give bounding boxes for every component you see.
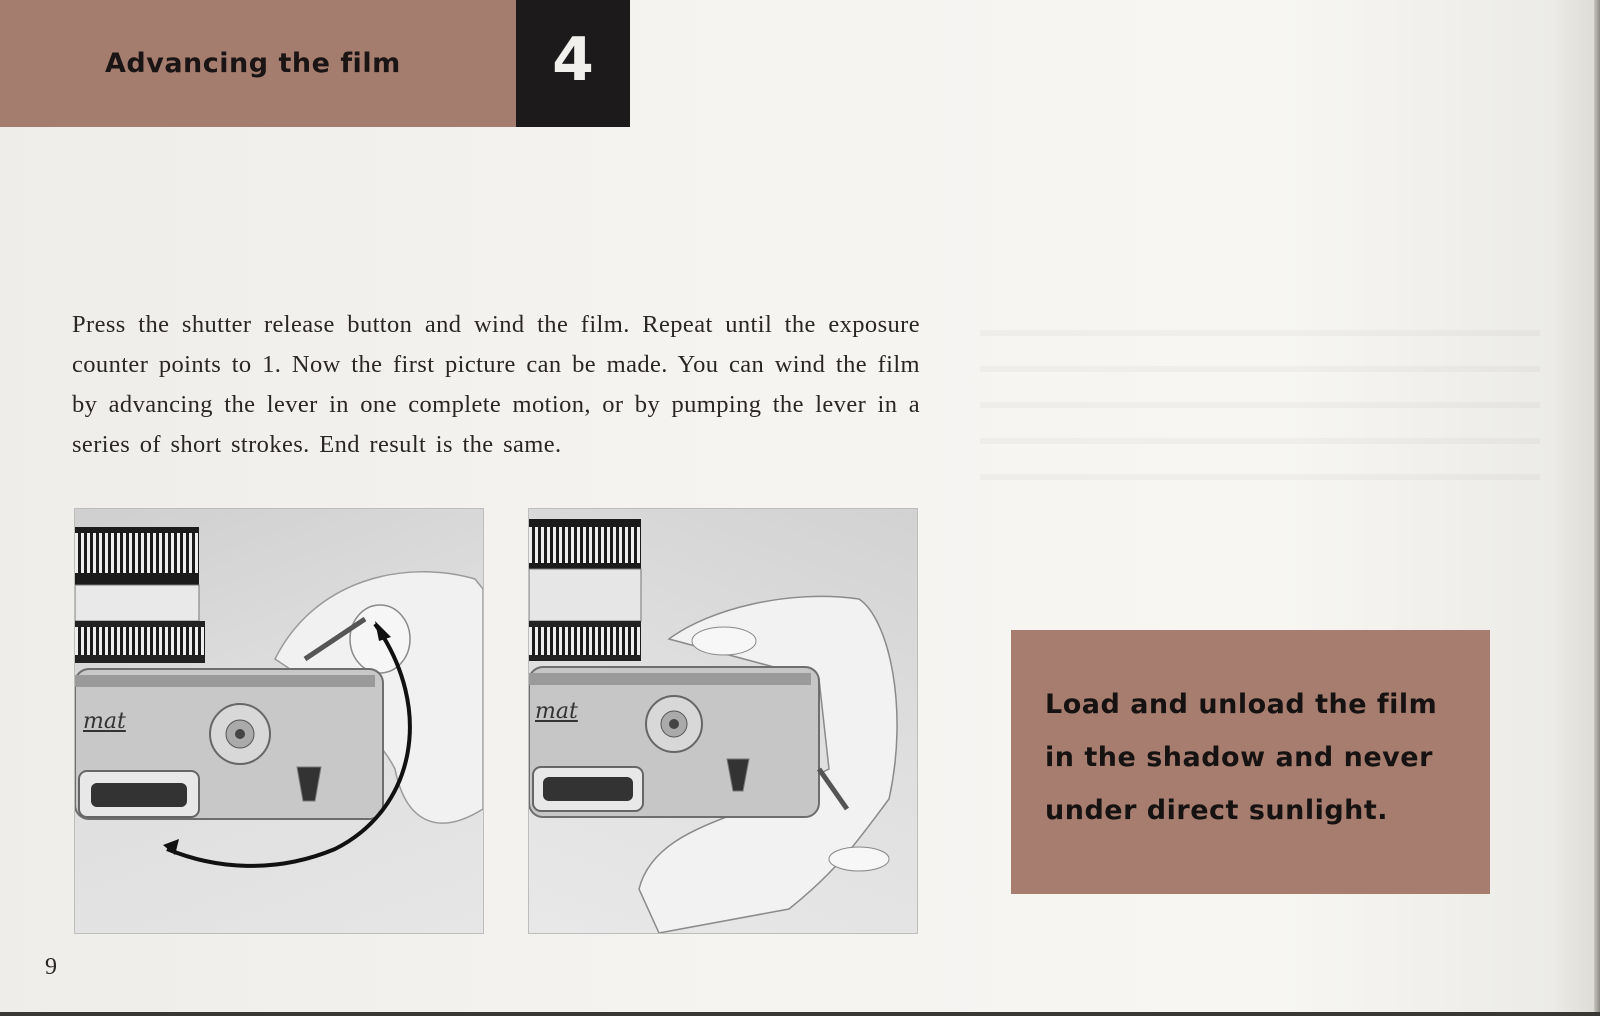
camera-illustration-2 [529, 509, 917, 933]
section-title: Advancing the film [105, 48, 401, 79]
nameplate-text: mat [83, 709, 126, 734]
page-number: 9 [45, 954, 57, 980]
header-band [0, 0, 516, 127]
note-line: Load and unload the film [1045, 689, 1438, 720]
page-edge [1594, 0, 1600, 1016]
note-line: under direct sunlight. [1045, 795, 1389, 826]
bottom-edge [0, 1012, 1600, 1016]
step-number-box [516, 0, 630, 127]
step-number: 4 [552, 25, 594, 95]
show-through-text [980, 300, 1540, 500]
warning-note-box [1011, 630, 1490, 894]
camera-illustration-1 [75, 509, 483, 933]
note-line: in the shadow and never [1045, 742, 1433, 773]
instruction-paragraph: Press the shutter release button and wind the film. Repeat until the exposure counter points to 1. Now the first picture can be made. You can wind the film by advancing the lever in one complete motion, or by pumping the lever in a series of short strokes. End result is the same. [72, 310, 920, 458]
nameplate-text: mat [535, 699, 578, 724]
camera-lever-pump-photo [528, 508, 918, 934]
camera-lever-wind-photo [74, 508, 484, 934]
warning-note-text [1045, 678, 1475, 837]
